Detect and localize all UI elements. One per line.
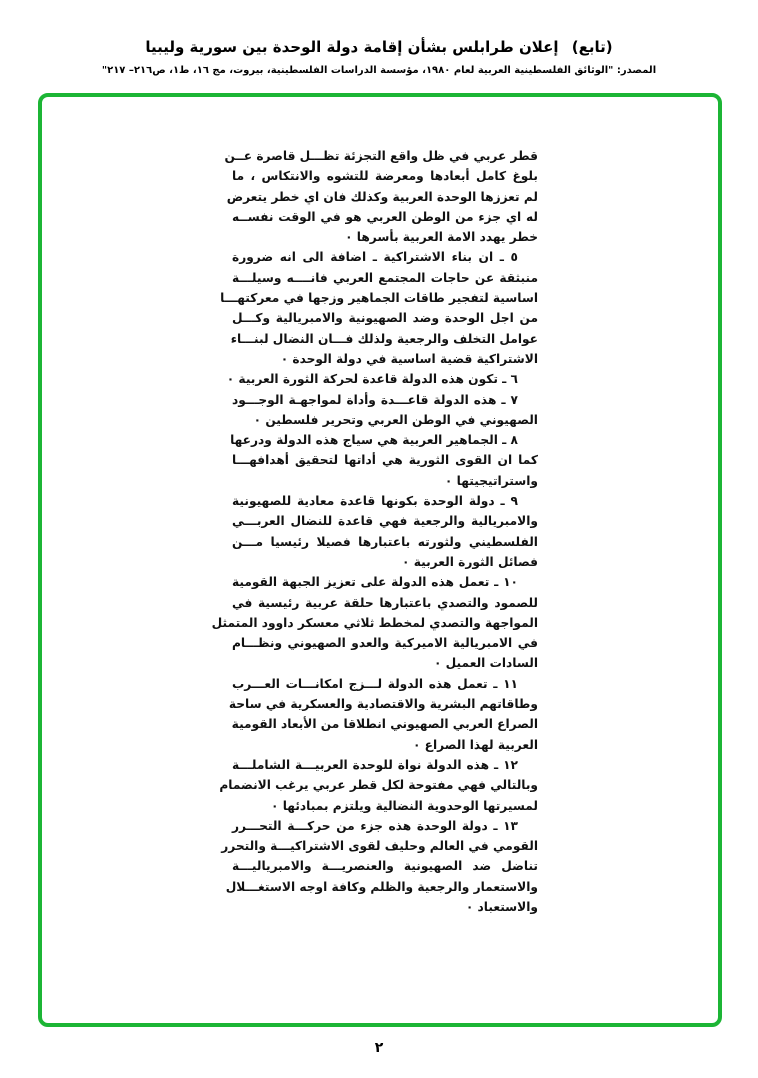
- document-title: [0, 36, 758, 58]
- title-prefix: (تابع): [571, 38, 613, 56]
- body-text-line: قطر عربي في ظل واقع التجزئة تظـــل قاصرة عــن: [224, 149, 538, 163]
- body-text-line: للصمود والتصدي باعتبارها حلقة عربية رئيسية في: [232, 595, 538, 610]
- body-text-line: له اي جزء من الوطن العربي هو في الوقت نفســه: [232, 209, 538, 224]
- body-text-line: خطر يهدد الامة العربية بأسرها ٠: [345, 230, 538, 245]
- body-text-line: في الامبريالية الاميركية والعدو الصهيوني ونظـــام: [232, 636, 538, 651]
- body-text-line: كما ان القوى الثورية هي أداتها لتحقيق أهدافهـــا: [232, 453, 538, 468]
- numbered-clause-line: ٧ ـ هذه الدولة قاعـــدة وأداة لمواجهـة الوجـــود: [232, 392, 518, 407]
- body-text-line: تناضل ضد الصهيونية والعنصريـــة والامبرياليـــة: [232, 859, 538, 874]
- body-text-line: والاستعمار والرجعية والظلم وكافة اوجه الاستغـــلال: [225, 879, 538, 894]
- numbered-clause-line: ٦ ـ تكون هذه الدولة قاعدة لحركة الثورة العربية ٠: [226, 372, 518, 387]
- numbered-clause-line: ٨ ـ الجماهير العربية هي سياج هذه الدولة ودرعها: [230, 433, 518, 448]
- body-text-line: المواجهة والتصدي لمخطط ثلاثي معسكر داوود المتمثل: [211, 615, 538, 630]
- body-text-line: العربية لهذا الصراع ٠: [412, 737, 538, 752]
- body-text-line: السادات العميل ٠: [433, 656, 538, 671]
- body-text-line: منبثقة عن حاجات المجتمع العربي فانــــه وسيلـــة: [232, 270, 538, 285]
- page-number: ٢: [374, 1040, 384, 1056]
- numbered-clause-line: ٩ ـ دولة الوحدة بكونها قاعدة معادية للصهيونية: [232, 494, 518, 509]
- body-text-line: بلوغ كامل أبعادها ومعرضة للتشوه والانتكاس ، ما: [232, 169, 538, 184]
- numbered-clause-line: ٥ ـ ان بناء الاشتراكية ـ اضافة الى انه ضرورة: [232, 250, 518, 265]
- body-text-line: والاستعباد ٠: [465, 899, 538, 914]
- body-text-line: لمسيرتها الوحدوية النضالية ويلتزم بمبادئها ٠: [271, 798, 538, 813]
- numbered-clause-line: ١١ ـ تعمل هذه الدولة لـــزج امكانـــات العـــرب: [232, 676, 518, 691]
- body-text-line: وطاقاتهم البشرية والاقتصادية والعسكرية في ساحة: [228, 697, 538, 712]
- body-text-line: اساسية لتفجير طاقات الجماهير وزجها في معركتهـــا: [220, 291, 538, 306]
- body-text-line: فصائل الثورة العربية ٠: [402, 554, 538, 569]
- body-text-line: من اجل الوحدة وضد الصهيونية والامبريالية وكـــل: [232, 311, 538, 326]
- body-text-line: وبالتالي فهي مفتوحة لكل قطر عربي يرغب الانضمام: [219, 778, 538, 793]
- document-source-citation: المصدر: "الوثائق الفلسطينية العربية لعام ١٩٨٠، مؤسسة الدراسات الفلسطينية، بيروت، مج ١٦، ط١، ص٢١٦– ٢١٧": [101, 65, 657, 76]
- numbered-clause-line: ١٠ ـ تعمل هذه الدولة على تعزيز الجبهة القومية: [232, 575, 518, 590]
- title-text: إعلان طرابلس بشأن إقامة دولة الوحدة بين سورية وليبيا: [145, 38, 559, 56]
- body-text-line: القومي في العالم وحليف لقوى الاشتراكيـــة والتحرر: [221, 839, 538, 854]
- body-text-line: الفلسطيني ولثورته باعتبارها فصيلا رئيسيا مـــن: [232, 534, 538, 549]
- numbered-clause-line: ١٣ ـ دولة الوحدة هذه جزء من حركـــة التحـــرر: [232, 818, 518, 833]
- numbered-clause-line: ١٢ ـ هذه الدولة نواة للوحدة العربيـــة الشاملـــة: [232, 757, 518, 772]
- document-body: [211, 146, 538, 917]
- body-text-line: لم تعززها الوحدة العربية وكذلك فان اي خطر يتعرض: [226, 189, 538, 204]
- body-text-line: والامبريالية والرجعية فهي قاعدة للنضال العربـــي: [232, 514, 538, 529]
- body-text-line: الاشتراكية قضية اساسية في دولة الوحدة ٠: [280, 351, 538, 366]
- body-text-line: واستراتيجيتها ٠: [444, 473, 538, 488]
- body-text-line: عوامل التخلف والرجعية ولذلك فـــان النضال لبنـــاء: [230, 331, 538, 346]
- body-text-line: الصراع العربي الصهيوني انطلاقا من الأبعاد القومية: [231, 717, 538, 732]
- body-text-line: الصهيوني في الوطن العربي وتحرير فلسطين ٠: [253, 412, 538, 427]
